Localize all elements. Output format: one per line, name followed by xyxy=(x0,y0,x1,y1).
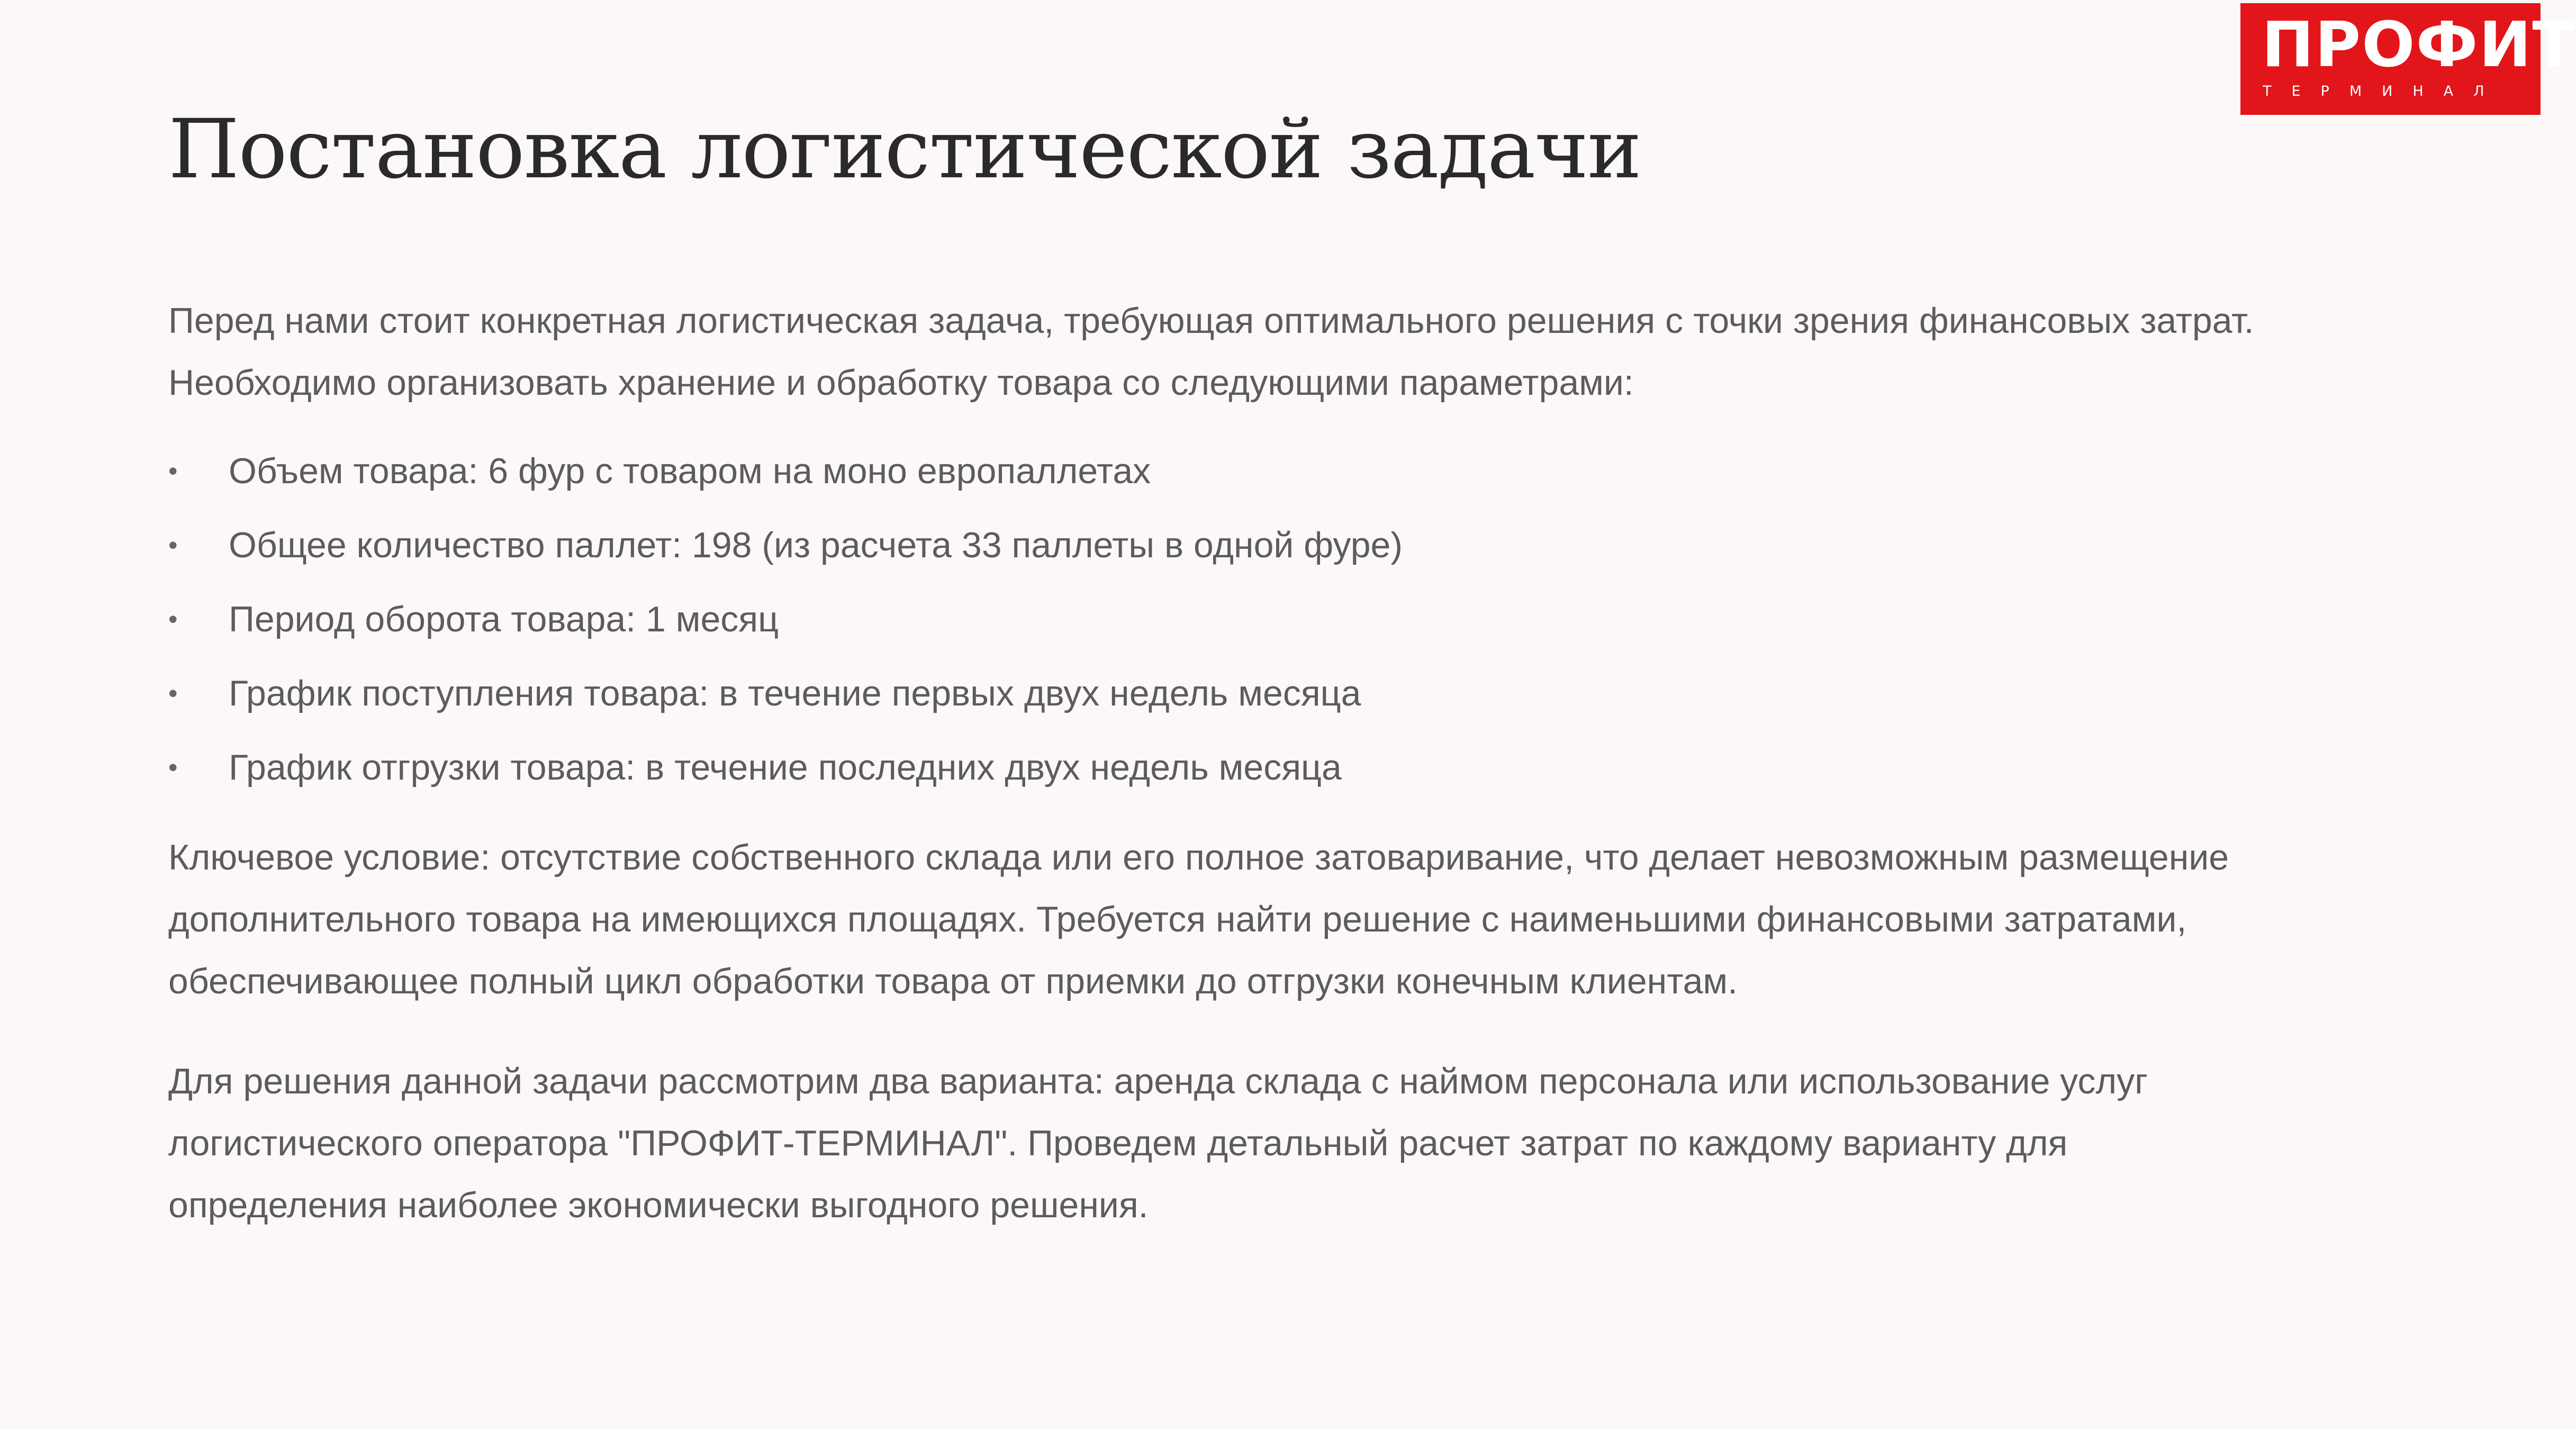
list-item-text: Период оборота товара: 1 месяц xyxy=(229,599,779,639)
list-item-text: График поступления товара: в течение первых двух недель месяца xyxy=(229,673,1361,713)
list-item-text: График отгрузки товара: в течение последних двух недель месяца xyxy=(229,747,1342,788)
list-item xyxy=(168,508,2285,582)
list-item xyxy=(168,434,2285,508)
list-item-text: Общее количество паллет: 198 (из расчета 33 паллеты в одной фуре) xyxy=(229,525,1403,565)
bullet-icon: • xyxy=(168,679,178,708)
list-item xyxy=(168,582,2285,656)
solution-paragraph: Для решения данной задачи рассмотрим два варианта: аренда склада с наймом персонала или использование услуг логистического оператора "ПРОФИТ-ТЕРМИНАЛ". Проведем детальный расчет затрат по каждому варианту для определения наиболее экономически выгодного решения. xyxy=(168,1061,2148,1225)
logo-wordmark: ПРОФИТ xyxy=(2262,8,2576,81)
list-item xyxy=(168,730,2285,804)
bullet-icon: • xyxy=(168,604,178,634)
key-condition-paragraph: Ключевое условие: отсутствие собственного склада или его полное затоваривание, что делает невозможным размещение дополнительного товара на имеющихся площадях. Требуется найти решение с наименьшими финансовыми затратами, обеспечивающее полный цикл обработки товара от приемки до отгрузки конечным клиентам. xyxy=(168,837,2229,1001)
intro-paragraph: Перед нами стоит конкретная логистическая задача, требующая оптимального решения с точки зрения финансовых затрат. Необходимо организовать хранение и обработку товара со следующими параметрами: xyxy=(168,301,2254,403)
list-item-text: Объем товара: 6 фур с товаром на моно европаллетах xyxy=(229,451,1151,491)
company-logo xyxy=(2240,3,2576,115)
slide-body xyxy=(168,290,2285,1236)
list-item xyxy=(168,656,2285,730)
logo-subtitle: ТЕРМИНАЛ xyxy=(2263,83,2505,100)
bullet-icon: • xyxy=(168,530,178,560)
bullet-icon: • xyxy=(168,456,178,486)
bullet-icon: • xyxy=(168,753,178,782)
parameters-list xyxy=(168,434,2285,804)
page-title: Постановка логистической задачи xyxy=(168,102,1641,197)
